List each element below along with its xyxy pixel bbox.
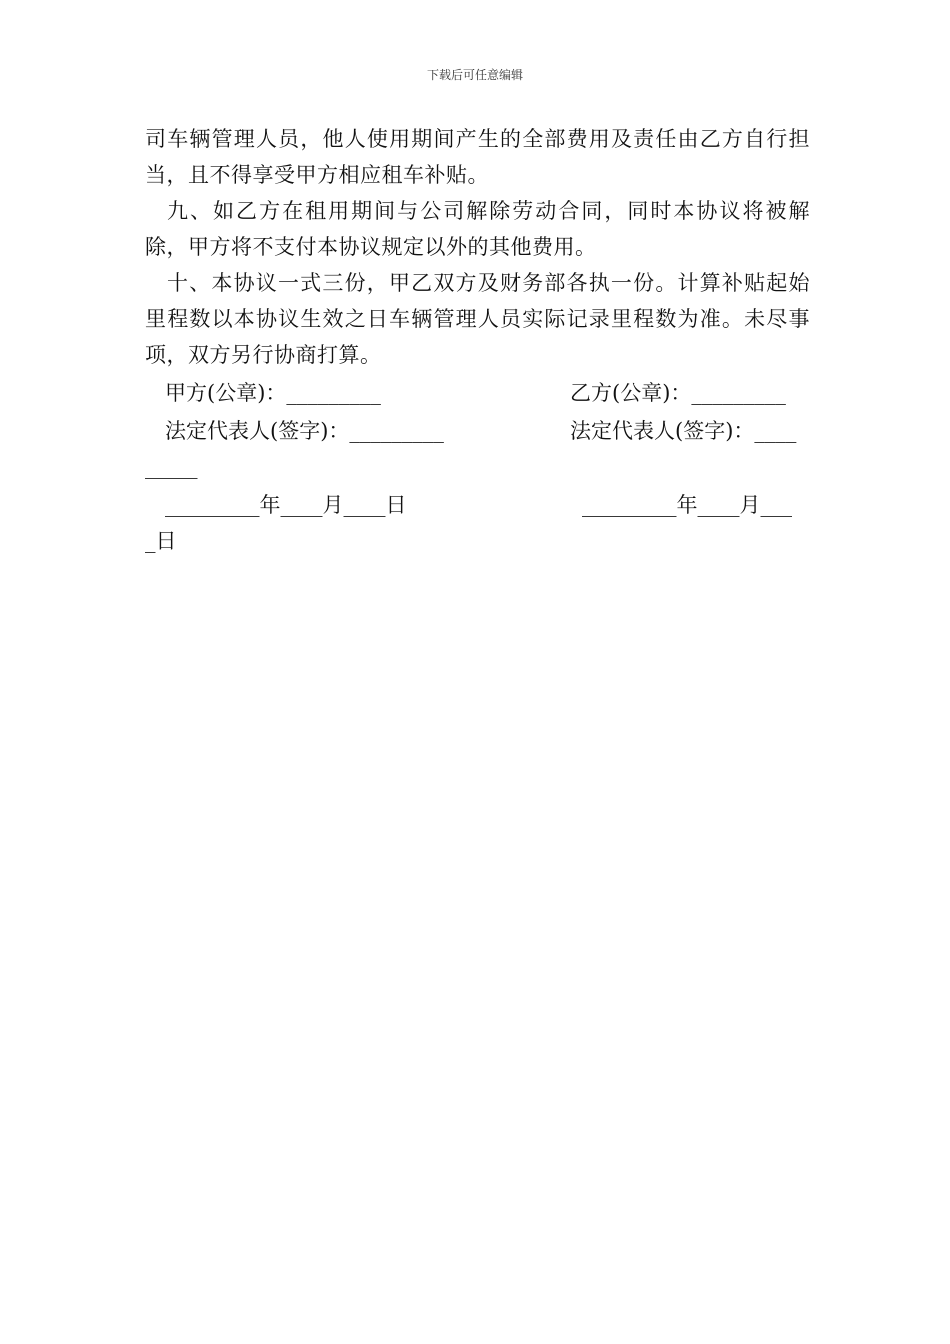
party-b-date-line: _________年____月___ (582, 493, 792, 517)
page-header: 下载后可任意编辑 (426, 68, 523, 82)
party-b-date-line-wrap: _日 (145, 529, 177, 553)
party-b-representative-line: 法定代表人(签字)：____ (570, 419, 797, 443)
party-b-representative-line-wrap: _____ (145, 455, 198, 479)
party-a-seal-line: 甲方(公章)：_________ (165, 381, 381, 405)
party-a-representative-line: 法定代表人(签字)：_________ (165, 419, 444, 443)
paragraph-continuation: 司车辆管理人员，他人使用期间产生的全部费用及责任由乙方自行担当，且不得享受甲方相应租车补贴。 (145, 127, 810, 187)
paragraph-clause-10: 十、本协议一式三份，甲乙双方及财务部各执一份。计算补贴起始里程数以本协议生效之日车辆管理人员实际记录里程数为准。未尽事项，双方另行协商打算。 (145, 271, 810, 367)
document-body (145, 121, 810, 373)
paragraph-clause-9: 九、如乙方在租用期间与公司解除劳动合同，同时本协议将被解除，甲方将不支付本协议规定以外的其他费用。 (145, 199, 810, 259)
party-a-date-line: _________年____月____日 (165, 493, 407, 517)
party-b-seal-line: 乙方(公章)：_________ (570, 381, 786, 405)
